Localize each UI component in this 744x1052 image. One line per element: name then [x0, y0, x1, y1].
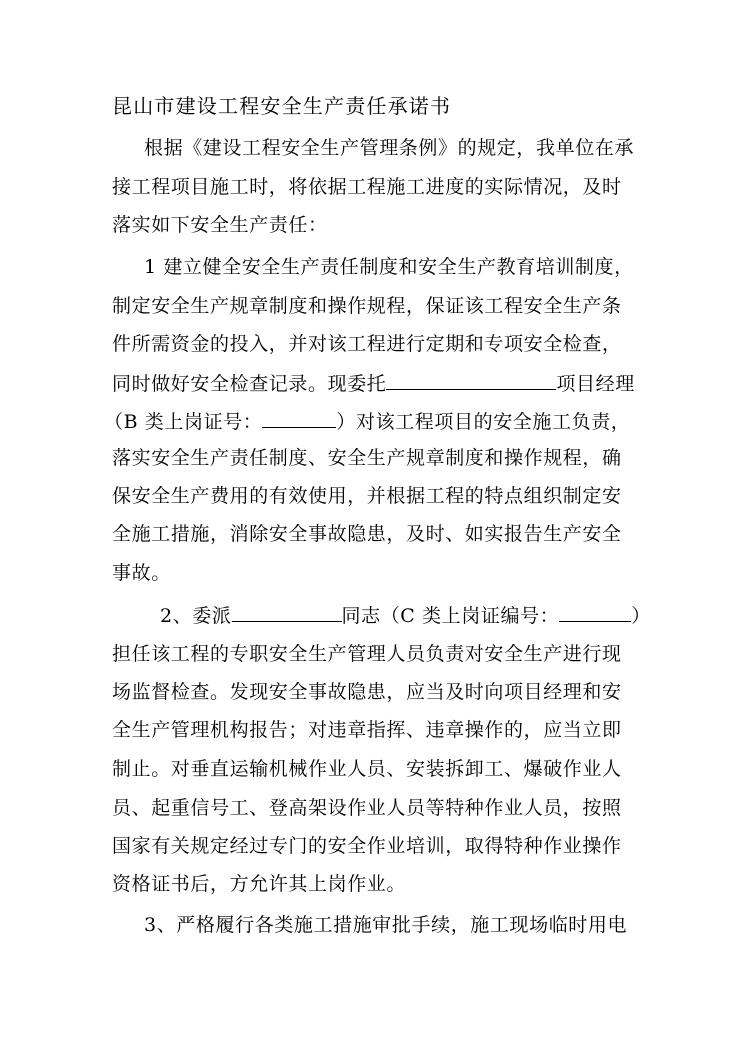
item1-line: 制定安全生产规章制度和操作规程，保证该工程安全生产条: [112, 295, 622, 317]
item1-text: 项目经理: [556, 373, 635, 395]
item1-line: 保安全生产费用的有效使用，并根据工程的特点组织制定安: [112, 485, 622, 507]
project-manager-name-blank[interactable]: [386, 370, 556, 390]
item2-line: 担任该工程的专职安全生产管理人员负责对安全生产进行现: [112, 643, 622, 665]
item1-text: 同时做好安全检查记录。现委托: [112, 373, 387, 395]
b-class-cert-number-blank[interactable]: [262, 408, 336, 428]
item2-line: 国家有关规定经过专门的安全作业培训，取得特种作业操作: [112, 835, 622, 857]
item1-line: 全施工措施，消除安全事故隐患，及时、如实报告生产安全: [112, 523, 622, 545]
item2-text: 2、委派: [160, 605, 232, 627]
item2-line: 制止。对垂直运输机械作业人员、安装拆卸工、爆破作业人: [112, 758, 622, 780]
document-title: 昆山市建设工程安全生产责任承诺书: [112, 94, 452, 118]
item2-text: 同志（C 类上岗证编号：: [341, 605, 560, 627]
item1-text: （B 类上岗证号：: [104, 411, 263, 433]
item3-line: 3、严格履行各类施工措施审批手续，施工现场临时用电: [144, 914, 628, 936]
item1-line: 1 建立健全安全生产责任制度和安全生产教育培训制度，: [144, 256, 634, 278]
appointee-name-blank[interactable]: [232, 602, 342, 622]
item2-text: ）: [631, 605, 651, 627]
item1-line: 落实安全生产责任制度、安全生产规章制度和操作规程，确: [112, 447, 622, 469]
item1-text: ）对该工程项目的安全施工负责，: [336, 411, 631, 433]
paragraph-line: 落实如下安全生产责任：: [112, 214, 328, 236]
paragraph-line: 接工程项目施工时，将依据工程施工进度的实际情况，及时: [112, 176, 622, 198]
item2-line: 资格证书后，方允许其上岗作业。: [112, 873, 407, 895]
item2-line: 员、起重信号工、登高架设作业人员等特种作业人员，按照: [112, 797, 622, 819]
item2-line: 全生产管理机构报告；对违章指挥、违章操作的，应当立即: [112, 719, 622, 741]
c-class-cert-number-blank[interactable]: [559, 602, 631, 622]
item1-line-with-blank: [112, 370, 637, 394]
item1-line: 件所需资金的投入，并对该工程进行定期和专项安全检查，: [112, 333, 622, 355]
item2-line-with-blanks: [160, 602, 660, 626]
paragraph-line: 根据《建设工程安全生产管理条例》的规定，我单位在承: [144, 137, 635, 159]
item2-line: 场监督检查。发现安全事故隐患，应当及时向项目经理和安: [112, 681, 622, 703]
item1-line-with-blank: [104, 408, 629, 432]
item1-line: 事故。: [112, 562, 171, 584]
